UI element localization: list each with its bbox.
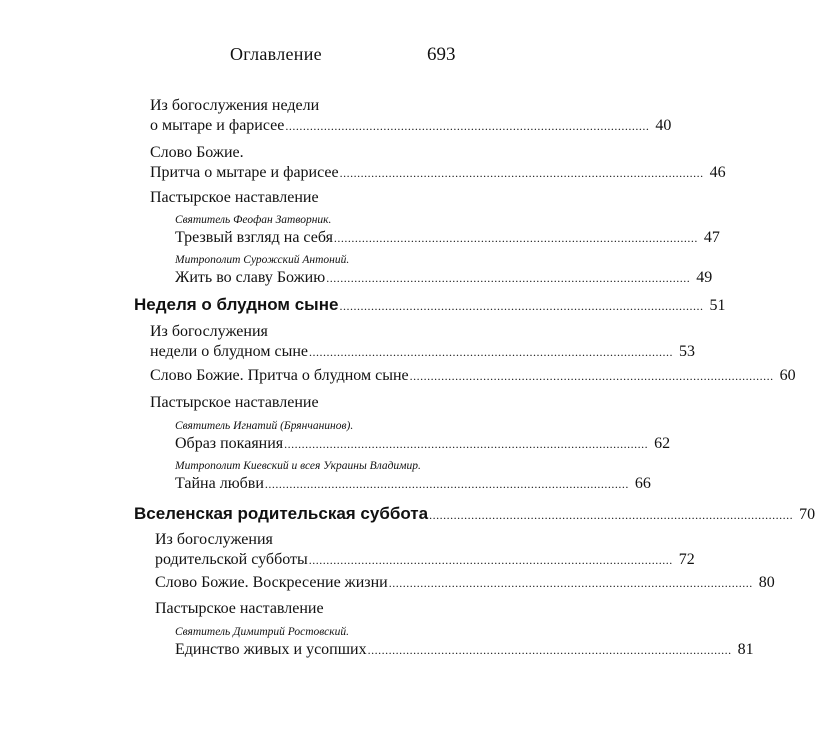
toc-entry[interactable]: [175, 212, 720, 248]
toc-page-number: 72: [678, 551, 695, 568]
toc-page-number: 47: [703, 229, 720, 246]
toc-entry[interactable]: [150, 322, 695, 362]
toc-entry-title: Слово Божие. Воскресение жизни: [155, 574, 388, 591]
toc-section[interactable]: [134, 503, 815, 525]
toc-section-title: Неделя о блудном сыне: [134, 295, 339, 314]
leader-dots: ........................................................................................................: [388, 576, 753, 590]
toc-section[interactable]: [134, 294, 726, 316]
toc-page-number: 70: [799, 506, 815, 523]
toc-entry[interactable]: [175, 624, 754, 660]
toc-entry-title: Единство живых и усопших: [175, 641, 367, 658]
toc-page-number: 60: [779, 367, 796, 384]
toc-entry-title: недели о блудном сыне: [150, 343, 308, 360]
toc-author: Митрополит Сурожский Антоний.: [175, 254, 350, 266]
leader-dots: ........................................................................................................: [429, 508, 794, 522]
toc-author: Святитель Игнатий (Брянчанинов).: [175, 420, 354, 432]
leader-dots: ........................................................................................................: [339, 166, 704, 180]
toc-page-number: 66: [634, 475, 651, 492]
toc-entry[interactable]: [175, 252, 713, 288]
running-header-title: Оглавление: [230, 44, 322, 64]
toc-entry[interactable]: [150, 366, 796, 386]
toc-entry[interactable]: [155, 530, 695, 570]
leader-dots: ........................................................................................................: [333, 231, 698, 245]
toc-entry-title-line1: Из богослужения недели: [150, 97, 320, 114]
toc-page-number: 53: [679, 343, 695, 360]
subsection-heading: Пастырское наставление: [150, 394, 319, 411]
toc-entry[interactable]: [175, 418, 671, 454]
leader-dots: ........................................................................................................: [326, 271, 691, 285]
toc-page-number: 49: [696, 269, 713, 286]
subsection-heading: Пастырское наставление: [155, 600, 324, 617]
toc-entry-title-line1: Слово Божие.: [150, 144, 244, 161]
leader-dots: ........................................................................................................: [309, 345, 673, 359]
toc-page-number: 62: [654, 435, 671, 452]
toc-entry-title: Слово Божие. Притча о блудном сыне: [150, 367, 409, 384]
toc-entry-title: Притча о мытаре и фарисее: [150, 164, 339, 181]
toc-page-number: 40: [655, 117, 672, 134]
toc-section-title: Вселенская родительская суббота: [134, 504, 429, 523]
toc-entry-title: Образ покаяния: [175, 435, 284, 452]
page-number: 693: [427, 44, 456, 65]
toc-author: Митрополит Киевский и всея Украины Владимир.: [175, 460, 421, 472]
toc-page-number: 51: [709, 297, 726, 314]
toc-entry[interactable]: [150, 143, 726, 183]
toc-page-number: 80: [758, 574, 775, 591]
leader-dots: ........................................................................................................: [285, 119, 650, 133]
toc-entry-title: Трезвый взгляд на себя: [175, 229, 333, 246]
leader-dots: ........................................................................................................: [264, 477, 629, 491]
leader-dots: ........................................................................................................: [284, 437, 649, 451]
subsection-heading: Пастырское наставление: [150, 189, 319, 206]
toc-entry-title: родительской субботы: [155, 551, 308, 568]
leader-dots: ........................................................................................................: [339, 299, 704, 313]
toc-page-number: 81: [737, 641, 754, 658]
toc-author: Святитель Димитрий Ростовский.: [175, 626, 349, 638]
leader-dots: ........................................................................................................: [409, 369, 774, 383]
toc-entry-title-line1: Из богослужения: [155, 531, 273, 548]
toc-entry-title-line1: Из богослужения: [150, 323, 268, 340]
toc-page-number: 46: [709, 164, 726, 181]
toc-entry[interactable]: [175, 458, 651, 494]
toc-entry-title: Жить во славу Божию: [175, 269, 326, 286]
toc-entry[interactable]: [150, 96, 672, 136]
toc-entry[interactable]: [155, 573, 775, 593]
leader-dots: ........................................................................................................: [367, 643, 732, 657]
leader-dots: ........................................................................................................: [308, 553, 673, 567]
toc-entry-title: о мытаре и фарисее: [150, 117, 285, 134]
toc-author: Святитель Феофан Затворник.: [175, 214, 332, 226]
toc-entry-title: Тайна любви: [175, 475, 264, 492]
